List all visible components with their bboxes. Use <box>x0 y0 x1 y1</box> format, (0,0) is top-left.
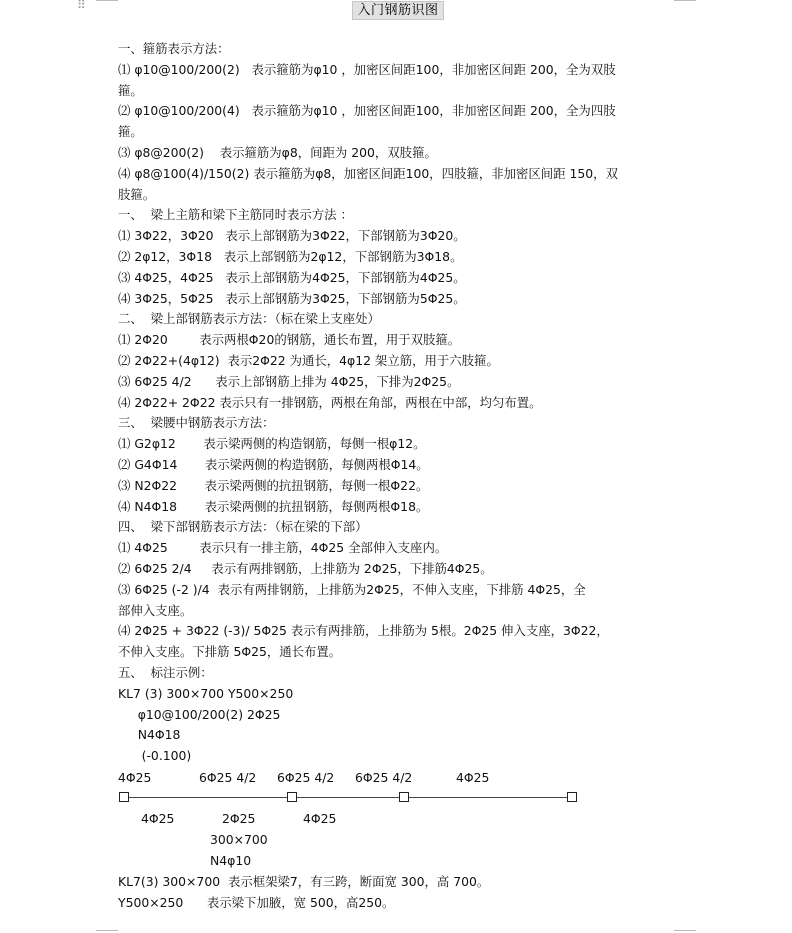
document-line: 部伸入支座。 <box>118 602 193 618</box>
document-line: ⑶ 6Φ25 4/2 表示上部钢筋上排为 4Φ25，下排为2Φ25。 <box>118 373 460 389</box>
document-line: ⑵ G4Φ14 表示梁两侧的构造钢筋，每侧两根Φ14。 <box>118 457 429 472</box>
support-symbol <box>567 792 577 802</box>
document-line: 肢箍。 <box>118 186 156 202</box>
document-line: 二、 梁上部钢筋表示方法：（标在梁上支座处） <box>118 311 380 327</box>
document-line: ⑴ 2Φ20 表示两根Φ20的钢筋，通长布置，用于双肢箍。 <box>118 332 461 348</box>
diagram-top-label: 6Φ25 4/2 <box>355 770 413 785</box>
document-line: ⑷ N4Φ18 表示梁两侧的抗扭钢筋，每侧两根Φ18。 <box>118 498 429 514</box>
document-title: 入门钢筋识图 <box>352 1 444 20</box>
diagram-top-label: 6Φ25 4/2 <box>277 770 335 785</box>
document-line: 一、 梁上主筋和梁下主筋同时表示方法 ： <box>118 207 353 223</box>
page-corner-mark <box>96 0 118 1</box>
page-corner-mark <box>96 930 118 931</box>
diagram-top-label: 6Φ25 4/2 <box>199 770 257 785</box>
document-line: 箍。 <box>118 124 143 140</box>
diagram-top-label: 4Φ25 <box>118 770 152 785</box>
diagram-waist-label: N4φ10 <box>210 853 252 868</box>
footer-line: KL7(3) 300×700 表示框架梁7，有三跨，断面宽 300，高 700。 <box>118 874 490 889</box>
footer-line: Y500×250 表示梁下加腋，宽 500，高250。 <box>118 895 395 910</box>
document-line: ⑴ 3Φ22，3Φ20 表示上部钢筋为3Φ22，下部钢筋为3Φ20。 <box>118 228 466 244</box>
document-line: ⑷ 2Φ25 + 3Φ22 (-3)/ 5Φ25 表示有两排筋，上排筋为 5根。2Φ25 伸入支座，3Φ22， <box>118 623 609 639</box>
document-line: ⑶ φ8@200(2) 表示箍筋为φ8，间距为 200，双肢箍。 <box>118 145 437 160</box>
document-line: ⑴ 4Φ25 表示只有一排主筋，4Φ25 全部伸入支座内。 <box>118 540 448 556</box>
document-line: ⑶ 6Φ25 (-2 )/4 表示有两排钢筋，上排筋为2Φ25，不伸入支座，下排筋 4Φ25，全 <box>118 581 586 597</box>
document-line: ⑵ 2Φ22+(4φ12) 表示2Φ22 为通长，4φ12 架立筋，用于六肢箍。 <box>118 353 499 368</box>
document-line: ⑵ 6Φ25 2/4 表示有两排钢筋，上排筋为 2Φ25，下排筋4Φ25。 <box>118 561 493 576</box>
diagram-bottom-label: 2Φ25 <box>222 811 256 826</box>
support-symbol <box>287 792 297 802</box>
document-line: KL7 (3) 300×700 Y500×250 <box>118 685 294 701</box>
document-line: 不伸入支座。下排筋 5Φ25，通长布置。 <box>118 644 342 660</box>
document-line: 箍。 <box>118 82 143 98</box>
page-corner-mark <box>674 0 696 1</box>
page-corner-mark <box>674 930 696 931</box>
document-line: ⑴ G2φ12 表示梁两侧的构造钢筋，每侧一根φ12。 <box>118 436 426 452</box>
document-line: φ10@100/200(2) 2Φ25 <box>118 706 281 722</box>
document-line: ⑴ φ10@100/200(2) 表示箍筋为φ10 ，加密区间距100，非加密区间距 200，全为双肢 <box>118 61 616 77</box>
diagram-bottom-label: 4Φ25 <box>303 811 337 826</box>
document-line: ⑶ N2Φ22 表示梁两侧的抗扭钢筋，每侧一根Φ22。 <box>118 477 429 493</box>
drag-handle-icon[interactable]: ⠿ <box>77 0 87 12</box>
document-line: ⑷ 3Φ25，5Φ25 表示上部钢筋为3Φ25，下部钢筋为5Φ25。 <box>118 290 466 306</box>
document-line: N4Φ18 <box>118 727 181 743</box>
diagram-bottom-label: 4Φ25 <box>141 811 175 826</box>
document-line: 四、 梁下部钢筋表示方法：（标在梁的下部） <box>118 519 368 535</box>
document-line: 一、箍筋表示方法： <box>118 41 230 56</box>
diagram-section-label: 300×700 <box>210 832 268 847</box>
document-line: 三、 梁腰中钢筋表示方法： <box>118 415 275 431</box>
document-line: 五、 标注示例： <box>118 665 213 680</box>
support-symbol <box>399 792 409 802</box>
support-symbol <box>119 792 129 802</box>
beam-line <box>124 797 574 798</box>
document-line: ⑶ 4Φ25，4Φ25 表示上部钢筋为4Φ25，下部钢筋为4Φ25。 <box>118 269 466 285</box>
document-line: (-0.100) <box>118 748 192 764</box>
document-line: ⑵ φ10@100/200(4) 表示箍筋为φ10 ，加密区间距100，非加密区间距 200，全为四肢 <box>118 103 616 119</box>
document-line: ⑵ 2φ12，3Φ18 表示上部钢筋为2φ12，下部钢筋为3Φ18。 <box>118 249 463 264</box>
diagram-top-label: 4Φ25 <box>456 770 490 785</box>
document-line: ⑷ φ8@100(4)/150(2) 表示箍筋为φ8，加密区间距100，四肢箍，非加密区间距 150，双 <box>118 165 618 181</box>
document-line: ⑷ 2Φ22+ 2Φ22 表示只有一排钢筋，两根在角部，两根在中部，均匀布置。 <box>118 394 542 410</box>
